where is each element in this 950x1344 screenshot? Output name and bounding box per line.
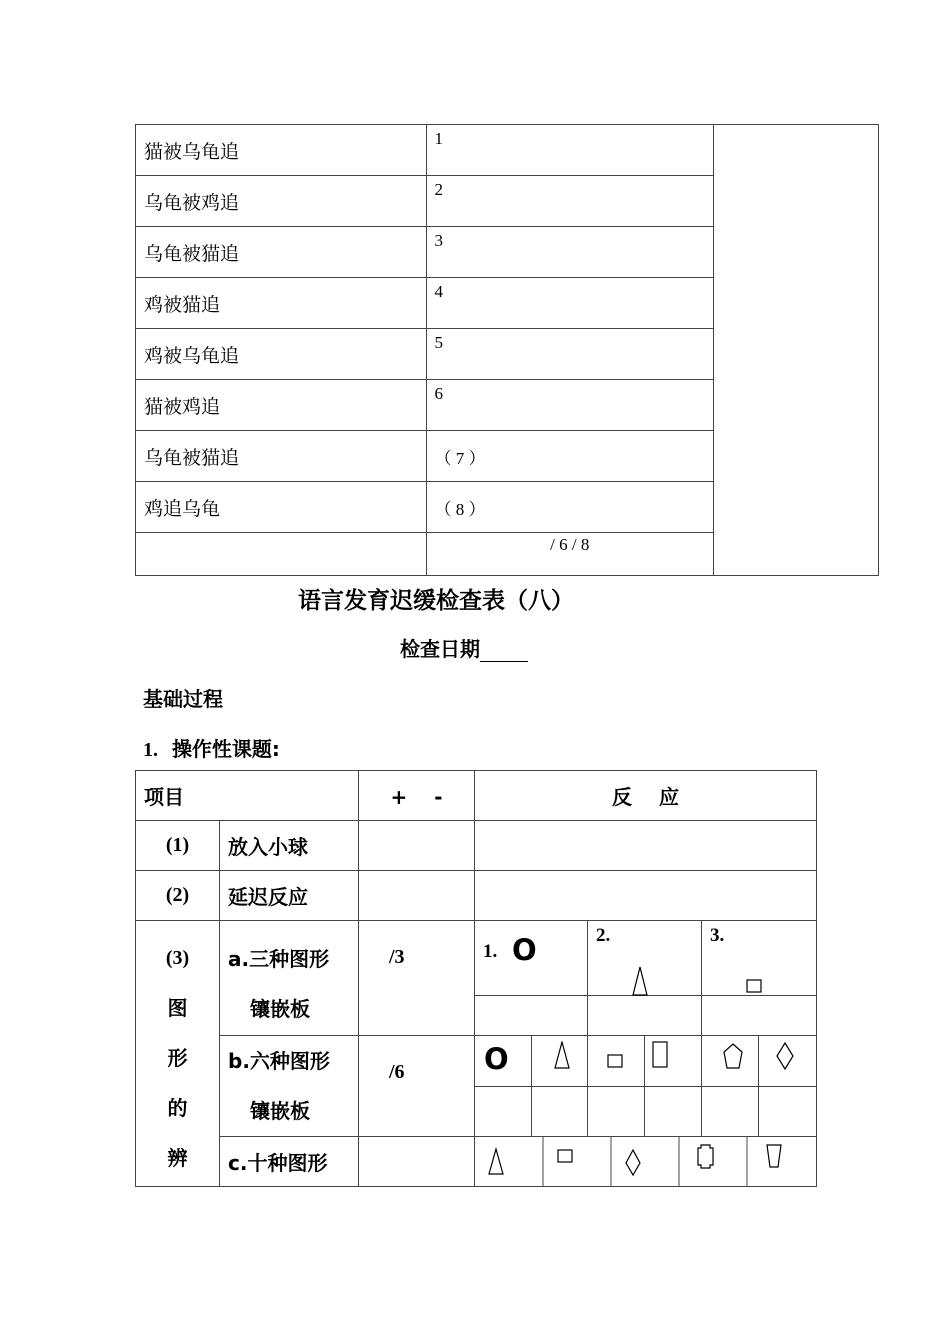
shape-slot [702, 1036, 759, 1087]
row-label: 放入小球 [220, 821, 359, 871]
item-cell: 猫被乌龟追 [136, 125, 427, 176]
header-plus-minus: + - [359, 771, 475, 821]
slot-number: 3. [710, 925, 725, 946]
item-cell: 鸡追乌龟 [136, 482, 427, 533]
shape-discrimination-cell [136, 921, 220, 1187]
item-cell: 猫被鸡追 [136, 380, 427, 431]
table-row [136, 125, 879, 176]
row-number: (1) [136, 821, 220, 871]
shape-slot [588, 1036, 645, 1087]
number-cell: 3 [426, 227, 714, 278]
empty-cell [136, 533, 427, 576]
number-cell: 5 [426, 329, 714, 380]
number-cell: （ 8 ） [426, 482, 714, 533]
row-number: (2) [136, 871, 220, 921]
response-cell [475, 996, 588, 1036]
shape-slot [645, 1036, 702, 1087]
shape-slot [532, 1036, 588, 1087]
number-cell: 4 [426, 278, 714, 329]
pentagon-icon [723, 1043, 743, 1069]
response-cell [702, 996, 817, 1036]
header-row [136, 771, 817, 821]
label-line: a.三种图形 [228, 947, 330, 971]
shape-slot [702, 921, 817, 996]
table-row [136, 1137, 817, 1187]
response-cell [759, 1086, 817, 1137]
subsection-number: 1. [143, 739, 158, 761]
shape-slot [475, 921, 588, 996]
date-blank-line [480, 641, 528, 662]
response-cell [588, 1086, 645, 1137]
triangle-icon [631, 966, 649, 996]
section-heading: 基础过程 [143, 687, 223, 711]
row-label: 延迟反应 [220, 871, 359, 921]
response-cell [475, 1086, 532, 1137]
triangle-icon [489, 1149, 503, 1174]
label-line: b.六种图形 [228, 1049, 330, 1073]
cross-icon [698, 1145, 713, 1168]
table-row [136, 921, 817, 996]
vertical-char: 形 [167, 1046, 188, 1070]
header-response: 反 应 [475, 771, 817, 821]
shape-slot [475, 1036, 532, 1087]
number-cell: 1 [426, 125, 714, 176]
three-shapes-label [220, 921, 359, 1036]
notes-cell [714, 125, 879, 576]
ten-shapes-label: c.十种图形 [220, 1137, 359, 1187]
item-cell: 乌龟被猫追 [136, 431, 427, 482]
table-row [136, 1036, 817, 1087]
response-cell [702, 1086, 759, 1137]
ten-shapes-cell [475, 1137, 817, 1187]
slot-number: 2. [596, 925, 611, 946]
row-number: (3) [165, 947, 190, 969]
circle-shape: O [484, 1042, 509, 1076]
shape-slot [588, 921, 702, 996]
vertical-char: 的 [167, 1096, 188, 1120]
number-cell: 6 [426, 380, 714, 431]
response-cell [475, 871, 817, 921]
result-cell [359, 821, 475, 871]
result-cell [359, 871, 475, 921]
slot-number: 1. [483, 941, 498, 962]
vertical-char: 辨 [167, 1146, 188, 1170]
item-cell: 鸡被乌龟追 [136, 329, 427, 380]
number-cell: （ 7 ） [426, 431, 714, 482]
square-icon [607, 1054, 623, 1068]
response-cell [475, 821, 817, 871]
label-line: 镶嵌板 [250, 997, 310, 1021]
item-cell: 乌龟被鸡追 [136, 176, 427, 227]
result-cell [359, 1137, 475, 1187]
header-item: 项目 [136, 771, 359, 821]
exam-date-label: 检查日期 [400, 637, 480, 661]
six-shapes-label [220, 1036, 359, 1137]
rectangle-icon [652, 1041, 668, 1069]
response-cell [532, 1086, 588, 1137]
subsection-label: 操作性课题: [171, 737, 280, 761]
exam-date [400, 633, 528, 662]
circle-shape: O [512, 933, 537, 967]
table-row [136, 821, 817, 871]
table-row [136, 871, 817, 921]
response-cell [588, 996, 702, 1036]
diamond-icon [776, 1042, 794, 1070]
square-icon [746, 979, 762, 993]
six-shapes-score: /6 [359, 1036, 475, 1137]
label-line: 镶嵌板 [250, 1099, 310, 1123]
number-cell: 2 [426, 176, 714, 227]
trapezoid-icon [767, 1145, 781, 1167]
triangle-icon [553, 1041, 571, 1069]
three-shapes-score: /3 [359, 921, 475, 1036]
page-title: 语言发育迟缓检查表（八） [298, 588, 574, 614]
response-cell [645, 1086, 702, 1137]
square-icon [558, 1150, 572, 1162]
shape-slot [759, 1036, 817, 1087]
item-cell: 乌龟被猫追 [136, 227, 427, 278]
ten-shapes-strip [475, 1137, 815, 1186]
operation-task-table [135, 770, 817, 1187]
vertical-char: 图 [167, 996, 188, 1020]
subsection-heading [143, 733, 280, 762]
diamond-icon [626, 1150, 640, 1175]
score-cell: / 6 / 8 [426, 533, 714, 576]
item-cell: 鸡被猫追 [136, 278, 427, 329]
sentence-table [135, 124, 879, 576]
